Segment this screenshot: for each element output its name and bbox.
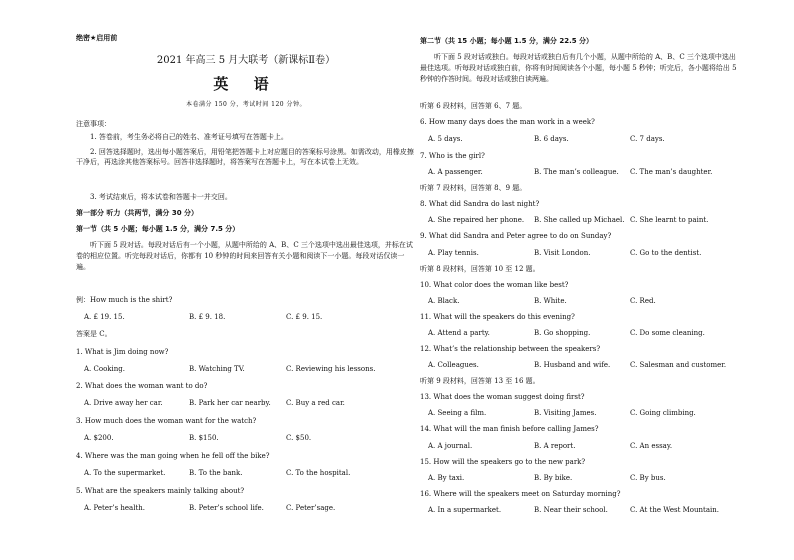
- option-c: C. By bus.: [630, 474, 666, 482]
- question-10: 10. What color does the woman like best?: [420, 281, 569, 289]
- question-6-options: [428, 134, 748, 144]
- question-13-options: [428, 408, 748, 418]
- option-a: A. A passenger.: [428, 168, 483, 176]
- question-1-options: [84, 364, 404, 374]
- question-14: 14. What will the man finish before calling James?: [420, 425, 599, 433]
- option-b: B. Visiting James.: [534, 409, 597, 417]
- option-a: A. By taxi.: [428, 474, 465, 482]
- option-b: B. Go shopping.: [534, 329, 591, 337]
- option-a: A. £ 19. 15.: [84, 313, 125, 321]
- section1-instructions: 听下面 5 段对话。每段对话后有一个小题，从题中所给的 A、B、C 三个选项中选出最佳选项，并标在试卷的相应位置。听完每段对话后，你都有 10 秒钟的时间来回答有关小题和阅读下一小题。每段对话仅读一遍。: [76, 241, 413, 271]
- option-c: C. Peter’sage.: [286, 504, 336, 512]
- option-b: B. To the bank.: [189, 469, 243, 477]
- option-a: A. $200.: [84, 434, 114, 442]
- option-c: C. $50.: [286, 434, 312, 442]
- question-8-options: [428, 215, 748, 225]
- note-item-2: 2. 回答选择题时，选出每小题答案后，用铅笔把答题卡上对应题目的答案标号涂黑。如需改动，用橡皮擦干净后，再选涂其他答案标号。回答非选择题时，将答案写在答题卡上，写在本试卷上无效。: [76, 148, 414, 166]
- question-8: 8. What did Sandra do last night?: [420, 200, 540, 208]
- question-9-options: [428, 248, 748, 258]
- option-a: A. Black.: [428, 297, 460, 305]
- note-item-3: 3. 考试结束后，将本试卷和答题卡一并交回。: [90, 193, 232, 201]
- question-9: 9. What did Sandra and Peter agree to do on Sunday?: [420, 232, 612, 240]
- option-b: B. Watching TV.: [189, 365, 245, 373]
- option-b: B. Park her car nearby.: [189, 399, 271, 407]
- option-a: A. In a supermarket.: [428, 506, 502, 514]
- question-14-options: [428, 441, 748, 451]
- question-12-options: [428, 360, 748, 370]
- option-b: B. 6 days.: [534, 135, 569, 143]
- question-2-options: [84, 398, 404, 408]
- option-a: A. Attend a party.: [428, 329, 490, 337]
- option-a: A. Drive away her car.: [84, 399, 163, 407]
- question-2: 2. What does the woman want to do?: [76, 382, 208, 390]
- part1-title: 第一部分 听力（共两节，满分 30 分）: [76, 209, 199, 217]
- option-b: B. A report.: [534, 442, 576, 450]
- confidential-mark: 绝密★启用前: [76, 34, 118, 42]
- option-c: C. At the West Mountain.: [630, 506, 719, 514]
- question-4: 4. Where was the man going when he fell off the bike?: [76, 452, 270, 460]
- notes-heading: 注意事项：: [76, 120, 111, 128]
- option-b: B. White.: [534, 297, 567, 305]
- option-a: A. 5 days.: [428, 135, 463, 143]
- group-label: 听第 7 段材料，回答第 8、9 题。: [420, 184, 527, 192]
- question-7: 7. Who is the girl?: [420, 152, 485, 160]
- subject-title: 英 语: [213, 75, 279, 93]
- group-label: 听第 9 段材料，回答第 13 至 16 题。: [420, 377, 540, 385]
- option-a: A. A journal.: [428, 442, 473, 450]
- question-15: 15. How will the speakers go to the new park?: [420, 458, 586, 466]
- section2-title: 第二节（共 15 小题；每小题 1.5 分，满分 22.5 分）: [420, 37, 594, 45]
- note-item-1: 1. 答卷前，考生务必将自己的姓名、准考证号填写在答题卡上。: [90, 133, 288, 141]
- score-note: 本卷满分 150 分，考试时间 120 分钟。: [185, 101, 307, 108]
- option-a: A. Seeing a film.: [428, 409, 487, 417]
- option-c: C. She learnt to paint.: [630, 216, 709, 224]
- option-c: C. Do some cleaning.: [630, 329, 705, 337]
- option-c: C. £ 9. 15.: [286, 313, 323, 321]
- option-c: C. Reviewing his lessons.: [286, 365, 376, 373]
- option-b: B. Peter’s school life.: [189, 504, 264, 512]
- question-13: 13. What does the woman suggest doing first?: [420, 393, 585, 401]
- example-options: [84, 312, 404, 322]
- option-a: A. Cooking.: [84, 365, 125, 373]
- option-b: B. By bike.: [534, 474, 573, 482]
- question-16: 16. Where will the speakers meet on Saturday morning?: [420, 490, 621, 498]
- question-11: 11. What will the speakers do this evening?: [420, 313, 575, 321]
- section2-instructions: 听下面 5 段对话或独白。每段对话或独白后有几个小题，从题中所给的 A、B、C 三个选项中选出最佳选项。听每段对话或独白前，你将有时间阅读各个小题，每小题 5 秒钟；听完后，各小题将给出 5 秒钟的作答时间。每段对话或独白读两遍。: [420, 53, 737, 83]
- option-b: B. Near their school.: [534, 506, 608, 514]
- option-c: C. Going climbing.: [630, 409, 696, 417]
- question-7-options: [428, 167, 748, 177]
- example-question: 例：How much is the shirt?: [76, 296, 173, 304]
- question-3-options: [84, 433, 404, 443]
- question-4-options: [84, 468, 404, 478]
- example-answer: 答案是 C。: [76, 330, 112, 338]
- question-5: 5. What are the speakers mainly talking about?: [76, 487, 245, 495]
- exam-title: 2021 年高三 5 月大联考（新课标Ⅱ卷）: [156, 55, 336, 66]
- option-a: A. She repaired her phone.: [428, 216, 525, 224]
- option-a: A. Play tennis.: [428, 249, 479, 257]
- question-1: 1. What is Jim doing now?: [76, 348, 169, 356]
- option-c: C. An essay.: [630, 442, 673, 450]
- question-5-options: [84, 503, 404, 513]
- question-12: 12. What’s the relationship between the speakers?: [420, 345, 601, 353]
- option-c: C. Salesman and customer.: [630, 361, 727, 369]
- option-b: B. She called up Michael.: [534, 216, 625, 224]
- option-b: B. £ 9. 18.: [189, 313, 226, 321]
- group-label: 听第 8 段材料，回答第 10 至 12 题。: [420, 265, 540, 273]
- option-c: C. The man’s daughter.: [630, 168, 713, 176]
- option-c: C. Red.: [630, 297, 656, 305]
- group-label: 听第 6 段材料，回答第 6、7 题。: [420, 102, 527, 110]
- option-b: B. The man’s colleague.: [534, 168, 619, 176]
- question-6: 6. How many days does the man work in a week?: [420, 118, 595, 126]
- question-16-options: [428, 505, 748, 515]
- option-c: C. Buy a red car.: [286, 399, 345, 407]
- question-11-options: [428, 328, 748, 338]
- option-c: C. To the hospital.: [286, 469, 351, 477]
- section1-title: 第一节（共 5 小题；每小题 1.5 分，满分 7.5 分）: [76, 225, 240, 233]
- option-a: A. Peter’s health.: [84, 504, 145, 512]
- question-15-options: [428, 473, 748, 483]
- option-b: B. $150.: [189, 434, 219, 442]
- option-c: C. Go to the dentist.: [630, 249, 702, 257]
- option-b: B. Visit London.: [534, 249, 591, 257]
- question-3: 3. How much does the woman want for the watch?: [76, 417, 257, 425]
- question-10-options: [428, 296, 748, 306]
- option-a: A. To the supermarket.: [84, 469, 166, 477]
- option-b: B. Husband and wife.: [534, 361, 611, 369]
- option-c: C. 7 days.: [630, 135, 665, 143]
- option-a: A. Colleagues.: [428, 361, 479, 369]
